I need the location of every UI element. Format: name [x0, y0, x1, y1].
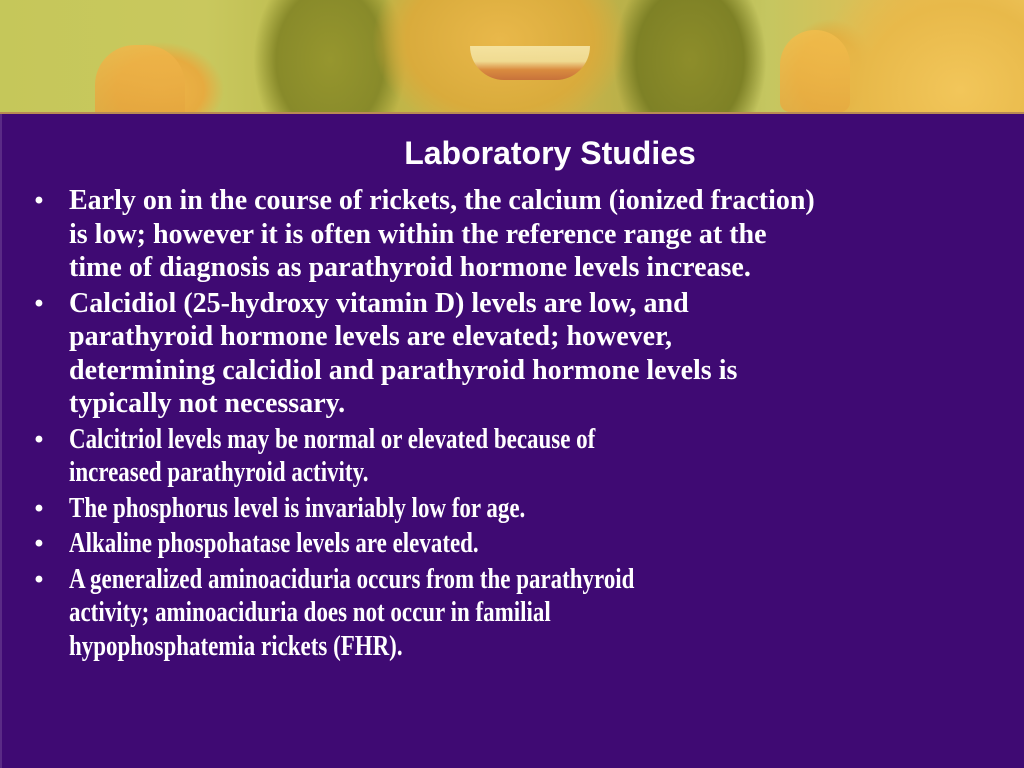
- bullet-marker: •: [34, 425, 44, 453]
- bullet-line: Alkaline phospohatase levels are elevated.: [69, 528, 479, 559]
- bullet-list: [0, 184, 1024, 665]
- bullet-text: [69, 288, 737, 420]
- bullet-line: Early on in the course of rickets, the calcium (ionized fraction): [69, 185, 815, 216]
- bullet-line: parathyroid hormone levels are elevated; however,: [69, 321, 672, 352]
- bullet-line: The phosphorus level is invariably low for age.: [69, 492, 526, 524]
- bullet-item-aminoaciduria: [0, 563, 1024, 664]
- bullet-marker: •: [34, 494, 44, 522]
- bullet-line: Calcidiol (25-hydroxy vitamin D) levels are low, and: [69, 287, 689, 319]
- header-banner-photo: [0, 0, 1024, 112]
- bullet-item-calcitriol: [0, 423, 1024, 490]
- bullet-line: is low; however it is often within the reference range at the: [69, 218, 767, 250]
- bullet-text: [69, 563, 930, 664]
- bullet-line: activity; aminoaciduria does not occur in familial: [69, 597, 551, 628]
- bullet-line: increased parathyroid activity.: [69, 457, 369, 488]
- bullet-marker: •: [34, 565, 44, 593]
- slide-title: Laboratory Studies: [404, 135, 696, 171]
- banner-smile-detail: [470, 46, 590, 80]
- bullet-item-calcidiol: [0, 287, 1024, 421]
- bullet-line: typically not necessary.: [69, 388, 346, 419]
- bullet-line: hypophosphatemia rickets (FHR).: [69, 630, 403, 662]
- banner-left-hand-detail: [95, 45, 185, 112]
- bullet-marker: •: [34, 530, 44, 557]
- bullet-line: time of diagnosis as parathyroid hormone levels increase.: [69, 252, 751, 283]
- bullet-line: determining calcidiol and parathyroid hormone levels is: [69, 354, 738, 386]
- bullet-item-calcium: [0, 184, 1024, 285]
- bullet-text: [69, 492, 930, 526]
- bullet-text: [69, 185, 815, 283]
- bullet-item-phosphorus: [0, 492, 1024, 526]
- bullet-item-alkaline-phosphatase: [0, 527, 1024, 561]
- bullet-marker: •: [34, 289, 44, 317]
- bullet-marker: •: [34, 187, 44, 214]
- banner-divider: [0, 112, 1024, 114]
- bullet-text: [69, 527, 930, 561]
- banner-right-hand-detail: [780, 30, 850, 112]
- bullet-line: A generalized aminoaciduria occurs from the parathyroid: [69, 563, 635, 595]
- bullet-line: Calcitriol levels may be normal or elevated because of: [69, 423, 596, 455]
- bullet-text: [69, 423, 930, 490]
